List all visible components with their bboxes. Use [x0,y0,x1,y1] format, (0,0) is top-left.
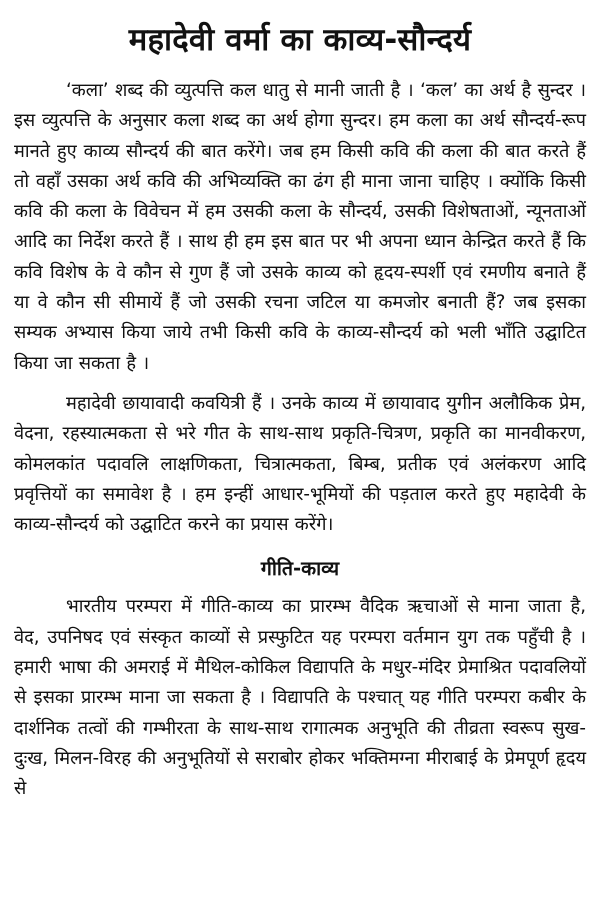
paragraph-mahadevi-chhayavad: महादेवी छायावादी कवयित्री हैं । उनके काव्य में छायावाद युगीन अलौकिक प्रेम, वेदना, रहस्यात्मकता से भरे गीत के साथ-साथ प्रकृति-चित्रण, प्रकृति का मानवीकरण, कोमलकांत पदावलि लाक्षणिकता, चित्रात्मकता, बिम्ब, प्रतीक एवं अलंकरण आदि प्रवृत्तियों का समावेश है । हम इन्हीं आधार-भूमियों की पड़ताल करते हुए महादेवी के काव्य-सौन्दर्य को उद्घाटित करने का प्रयास करेंगे। [14,392,586,536]
paragraph-geeti-kavya-tradition: भारतीय परम्परा में गीति-काव्य का प्रारम्भ वैदिक ऋचाओं से माना जाता है, वेद, उपनिषद एवं संस्कृत काव्यों से प्रस्फुटित यह परम्परा वर्तमान युग तक पहुँची है । हमारी भाषा की अमराई में मैथिल-कोकिल विद्यापति के मधुर-मंदिर प्रेमाश्रित पदावलियों से इसका प्रारम्भ माना जा सकता है । विद्यापति के पश्चात् यह गीति परम्परा कबीर के दार्शनिक तत्वों की गम्भीरता के साथ-साथ रागात्मक अनुभूति की तीव्रता स्वरूप सुख-दुःख, मिलन-विरह की अनुभूतियों से सराबोर होकर भक्तिमग्ना मीराबाई के प्रेमपूर्ण हृदय से [14,596,586,800]
page-title: महादेवी वर्मा का काव्य-सौन्दर्य [128,22,472,58]
paragraph-kala-definition: ‘कला’ शब्द की व्युत्पत्ति कल धातु से मानी जाती है । ‘कल’ का अर्थ है सुन्दर । इस व्युत्पत्ति के अनुसार कला शब्द का अर्थ होगा सुन्दर। हम कला का अर्थ सौन्दर्य-रूप मानते हुए काव्य सौन्दर्य की बात करेंगे। जब हम किसी कवि की कला की बात करते हैं तो वहाँ उसका अर्थ कवि की अभिव्यक्ति का ढंग ही माना जाना चाहिए । क्योंकि किसी कवि की कला के विवेचन में हम उसकी कला के सौन्दर्य, उसकी विशेषताओं, न्यूनताओं आदि का निर्देश करते हैं । साथ ही हम इस बात पर भी अपना ध्यान केन्द्रित करते हैं कि कवि विशेष के वे कौन से गुण हैं जो उसके काव्य को हृदय-स्पर्शी एवं रमणीय बनाते हैं या वे कौन सी सीमायें हैं जो उसकी रचना जटिल या कमजोर बनाती हैं? जब इसका सम्यक अभ्यास किया जाये तभी किसी कवि के काव्य-सौन्दर्य को भली भाँति उद्घाटित किया जा सकता है । [14,80,586,374]
section-heading-geeti-kavya: गीति-काव्य [260,557,340,581]
